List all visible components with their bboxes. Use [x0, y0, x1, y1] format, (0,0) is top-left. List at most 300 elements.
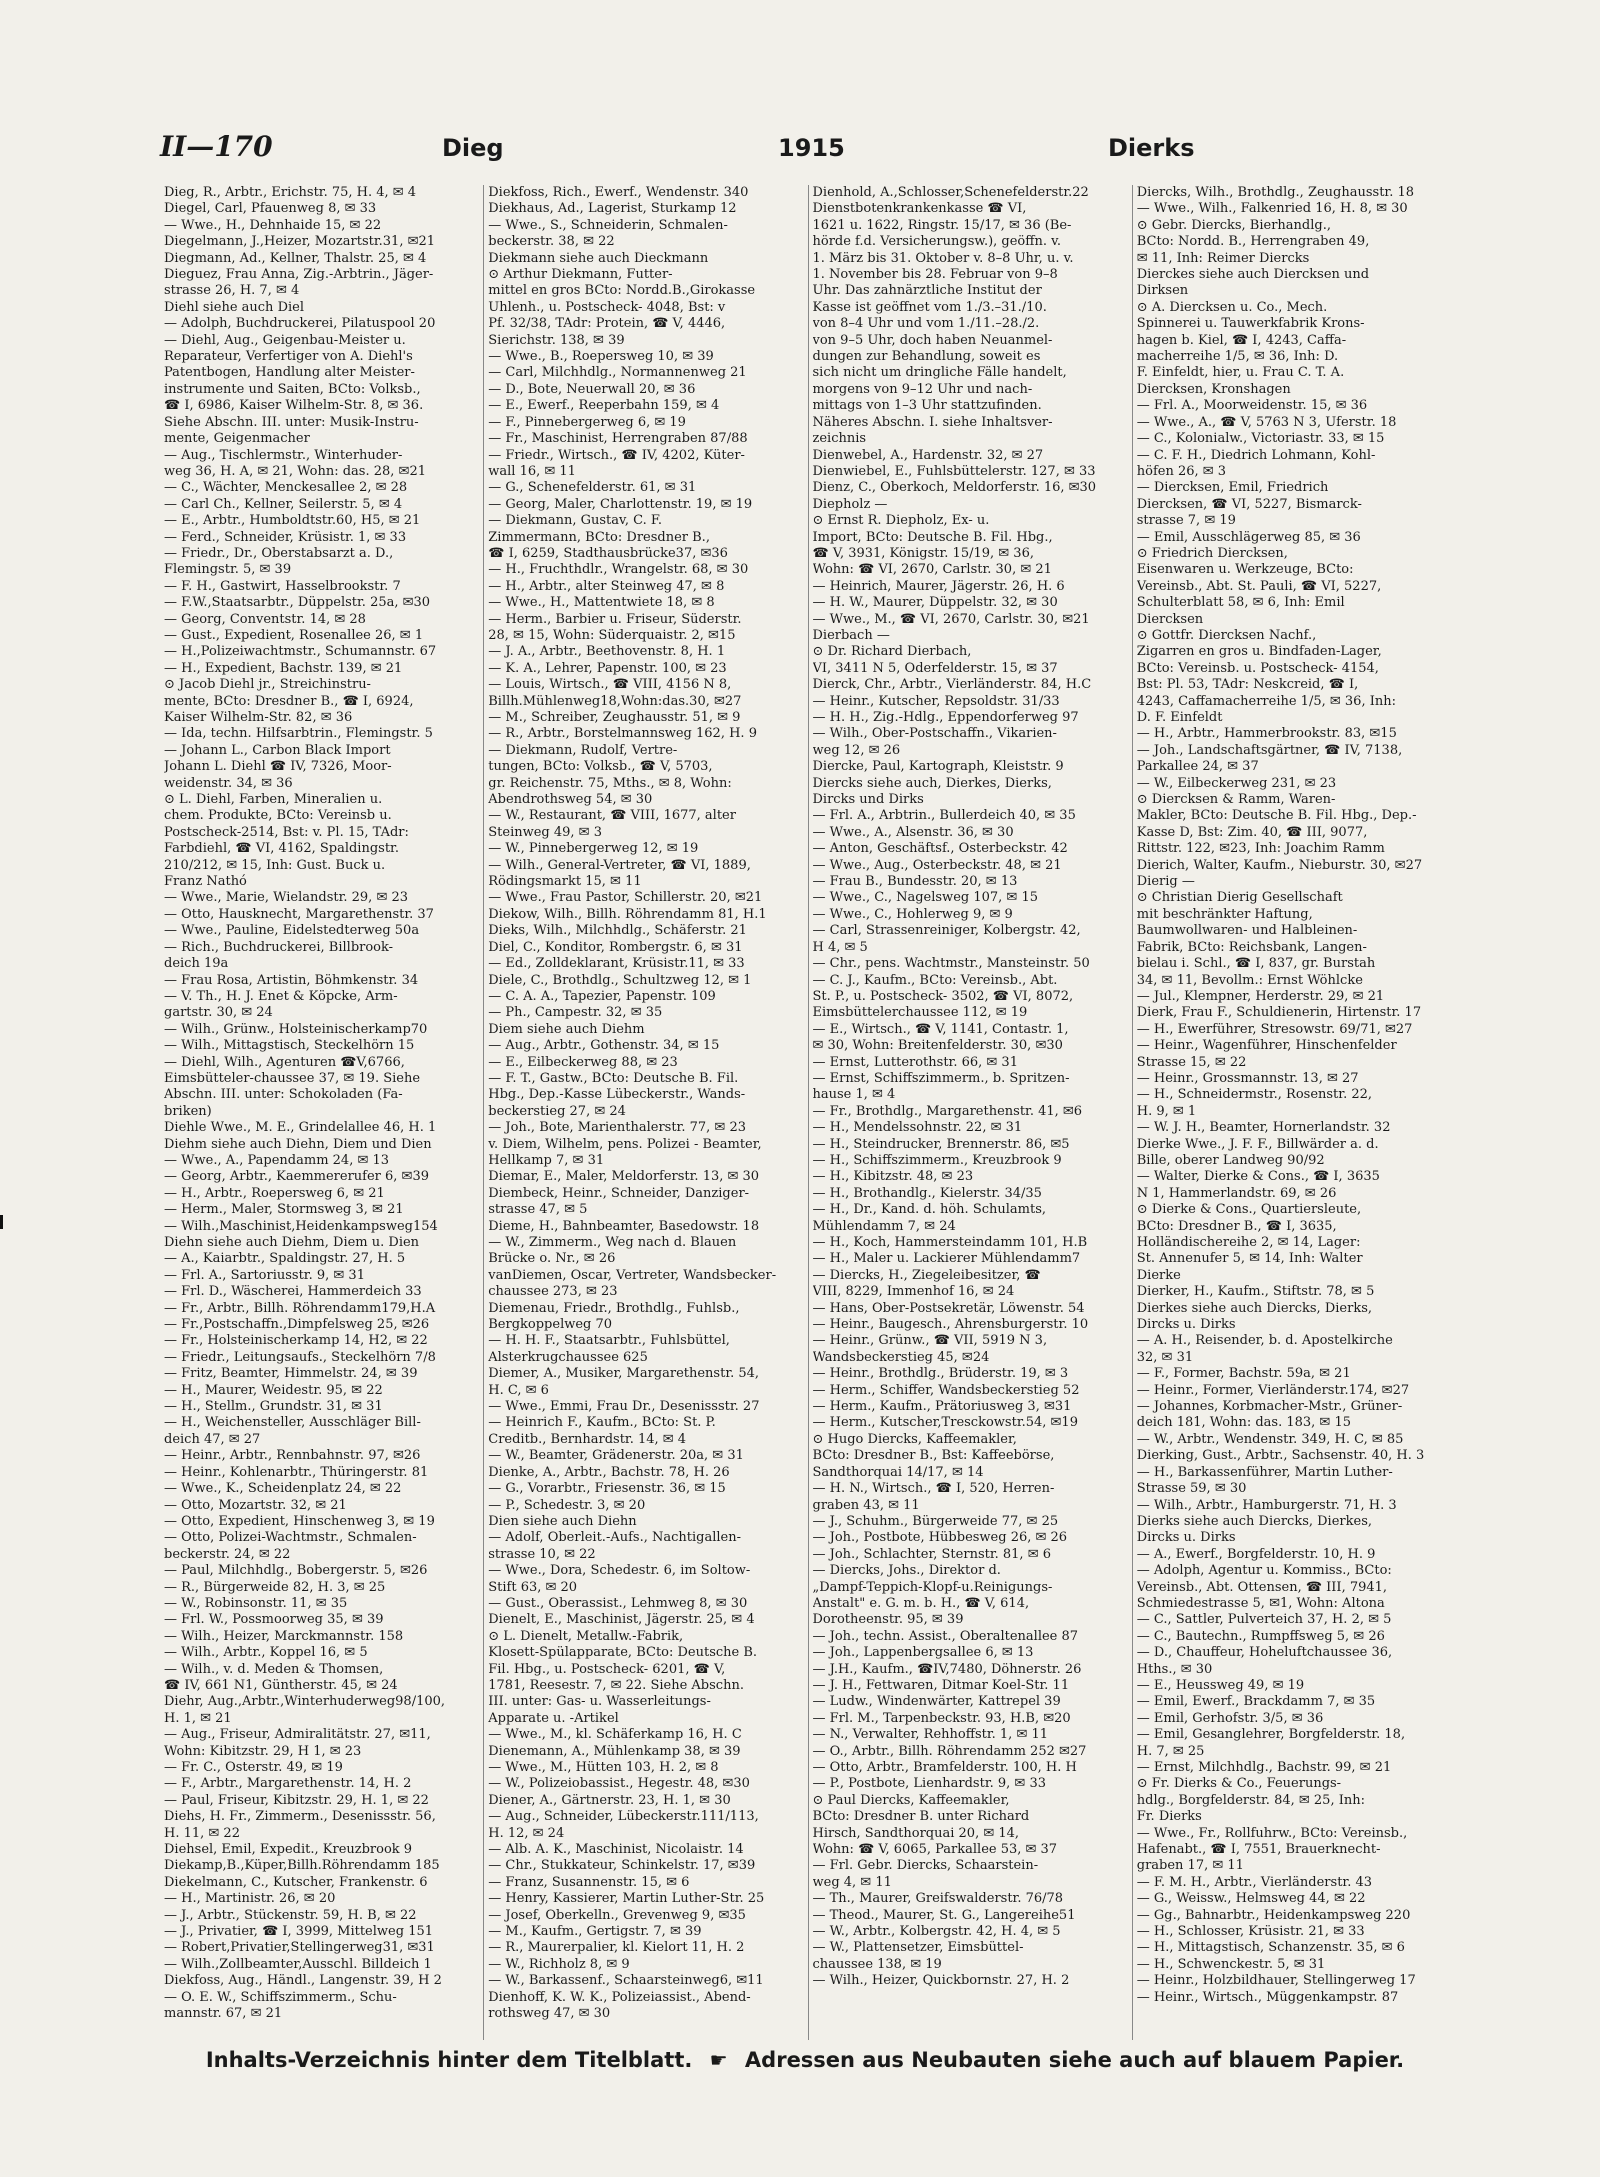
directory-entry: Dierkes siehe auch Diercks, Dierks, [1136, 1300, 1372, 1316]
directory-entry: Mühlendamm 7, ✉ 24 [812, 1218, 956, 1234]
directory-entry: — Hans, Ober-Postsekretär, Löwenstr. 54 [812, 1300, 1085, 1316]
directory-entry: — Frl. A., Sartoriusstr. 9, ✉ 31 [164, 1267, 365, 1283]
directory-entry: III. unter: Gas- u. Wasserleitungs- [488, 1694, 711, 1710]
directory-entry: — W., Arbtr., Wendenstr. 349, H. C, ✉ 85 [1136, 1431, 1404, 1447]
directory-entry: BCto: Dresdner B., Bst: Kaffeebörse, [812, 1448, 1055, 1464]
directory-entry: Dienhoff, K. W. K., Polizeiassist., Abend- [488, 1989, 751, 2005]
directory-entry: — J. A., Arbtr., Beethovenstr. 8, H. 1 [488, 644, 726, 660]
directory-entry: — Heinr., Holzbildhauer, Stellingerweg 17 [1136, 1973, 1416, 1989]
directory-entry: — H., Kibitzstr. 48, ✉ 23 [812, 1169, 974, 1185]
directory-entry: ⊙ Gebr. Diercks, Bierhandlg., [1136, 217, 1331, 233]
directory-entry: — Joh., Postbote, Hübbesweg 26, ✉ 26 [812, 1530, 1068, 1546]
directory-entry: 28, ✉ 15, Wohn: Süderquaistr. 2, ✉15 [488, 627, 736, 643]
directory-entry: v. Diem, Wilhelm, pens. Polizei - Beamter, [488, 1136, 762, 1152]
directory-entry: — Josef, Oberkelln., Grevenweg 9, ✉35 [488, 1907, 746, 1923]
directory-entry: Kaiser Wilhelm-Str. 82, ✉ 36 [164, 710, 353, 725]
directory-entry: — H., Mendelssohnstr. 22, ✉ 31 [812, 1120, 1023, 1136]
directory-entry: zeichnis [812, 431, 867, 447]
directory-entry: — P., Schedestr. 3, ✉ 20 [488, 1497, 646, 1513]
directory-entry: — Diekmann, Rudolf, Vertre- [488, 742, 678, 758]
directory-entry: — Paul, Friseur, Kibitzstr. 29, H. 1, ✉ 22 [164, 1792, 429, 1808]
directory-entry: mit beschränkter Haftung, [1136, 906, 1313, 922]
directory-entry: — H., Schlosser, Krüsistr. 21, ✉ 33 [1136, 1924, 1365, 1940]
directory-entry: Eimsbütteler-chaussee 37, ✉ 19. Siehe [164, 1070, 421, 1086]
directory-entry: H. 12, ✉ 24 [488, 1825, 565, 1841]
directory-entry: — Fr., Maschinist, Herrengraben 87/88 [488, 431, 748, 447]
directory-entry: — C., Kolonialw., Victoriastr. 33, ✉ 15 [1136, 431, 1385, 447]
directory-entry: Hths., ✉ 30 [1136, 1661, 1213, 1677]
directory-entry: Franz Nathó [164, 874, 247, 890]
directory-entry: — F., Former, Bachstr. 59a, ✉ 21 [1136, 1366, 1351, 1382]
directory-entry: — Diercks, H., Ziegeleibesitzer, ☎ [812, 1267, 1041, 1283]
directory-entry: — Joh., Schlachter, Sternstr. 81, ✉ 6 [812, 1546, 1051, 1562]
directory-entry: — Otto, Expedient, Hinschenweg 3, ✉ 19 [164, 1513, 435, 1529]
directory-entry: — Wwe., Pauline, Eidelstedterweg 50a [164, 923, 420, 939]
directory-entry: Uhr. Das zahnärztliche Institut der [812, 283, 1042, 299]
directory-entry: Zimmermann, BCto: Dresdner B., [488, 529, 710, 545]
directory-entry: — Heinrich F., Kaufm., BCto: St. P. [488, 1415, 716, 1431]
directory-entry: Wohn: ☎ VI, 2670, Carlstr. 30, ✉ 21 [812, 562, 1052, 578]
directory-entry: — Fr., Arbtr., Billh. Röhrendamm179,H.A [164, 1300, 436, 1316]
directory-entry: — W., Robinsonstr. 11, ✉ 35 [164, 1595, 348, 1611]
directory-entry: Diekow, Wilh., Billh. Röhrendamm 81, H.1 [488, 906, 767, 922]
directory-entry: — Wwe., C., Hohlerweg 9, ✉ 9 [812, 906, 1013, 922]
directory-entry: sich nicht um dringliche Fälle handelt, [812, 365, 1067, 381]
directory-entry: — M., Kaufm., Gertigstr. 7, ✉ 39 [488, 1924, 702, 1940]
directory-entry: — Wwe., C., Nagelsweg 107, ✉ 15 [812, 890, 1038, 906]
directory-entry: Diehsel, Emil, Expedit., Kreuzbrook 9 [164, 1842, 413, 1858]
directory-entry: — E., Arbtr., Humboldtstr.60, H5, ✉ 21 [164, 513, 421, 529]
directory-entry: Dircks u. Dirks [1136, 1530, 1236, 1546]
directory-entry: — H. H., Zig.-Hdlg., Eppendorferweg 97 [812, 710, 1079, 725]
directory-entry: Diehs, H. Fr., Zimmerm., Desenissstr. 56, [164, 1809, 436, 1825]
directory-entry: ☎ I, 6259, Stadthausbrücke37, ✉36 [488, 545, 728, 561]
margin-mark [0, 1215, 3, 1229]
directory-entry: ☎ V, 3931, Königstr. 15/19, ✉ 36, [812, 545, 1034, 561]
directory-entry: VI, 3411 N 5, Oderfelderstr. 15, ✉ 37 [812, 660, 1058, 676]
directory-entry: — Frl. W., Possmoorweg 35, ✉ 39 [164, 1612, 384, 1628]
directory-entry: Klosett-Spülapparate, BCto: Deutsche B. [488, 1645, 758, 1661]
directory-entry: Vereinsb., Abt. Ottensen, ☎ III, 7941, [1136, 1579, 1388, 1595]
year: 1915 [778, 134, 845, 162]
directory-entry: — F., Pinnebergerweg 6, ✉ 19 [488, 414, 686, 430]
directory-entry: — D., Chauffeur, Hoheluftchaussee 36, [1136, 1645, 1393, 1661]
directory-entry: — G., Schenefelderstr. 61, ✉ 31 [488, 480, 697, 496]
directory-entry: BCto: Vereinsb. u. Postscheck- 4154, [1136, 660, 1379, 676]
directory-entry: — Ernst, Milchhdlg., Bachstr. 99, ✉ 21 [1136, 1760, 1392, 1775]
directory-entry: — Wwe., Aug., Osterbeckstr. 48, ✉ 21 [812, 857, 1062, 873]
directory-entry: — Wwe., Marie, Wielandstr. 29, ✉ 23 [164, 890, 409, 906]
directory-entry: Diekelmann, C., Kutscher, Frankenstr. 6 [164, 1874, 428, 1890]
directory-entry: — Emil, Gesanglehrer, Borgfelderstr. 18, [1136, 1727, 1406, 1743]
page-footer [160, 2048, 1450, 2078]
directory-entry: Diehle Wwe., M. E., Grindelallee 46, H. 1 [164, 1120, 437, 1136]
directory-entry: — Diehl, Aug., Geigenbau-Meister u. [164, 332, 406, 348]
directory-entry: — C. J., Kaufm., BCto: Vereinsb., Abt. [812, 972, 1058, 988]
directory-entry: Dircks u. Dirks [1136, 1317, 1236, 1333]
directory-entry: — Wwe., B., Roepersweg 10, ✉ 39 [488, 349, 714, 365]
directory-entry: — Ed., Zolldeklarant, Krüsistr.11, ✉ 33 [488, 956, 745, 972]
directory-entry: — Ludw., Windenwärter, Kattrepel 39 [812, 1694, 1061, 1710]
directory-entry: beckerstr. 38, ✉ 22 [488, 234, 615, 250]
directory-entry: Stift 63, ✉ 20 [488, 1579, 578, 1595]
directory-entry: morgens von 9–12 Uhr und nach- [812, 381, 1033, 397]
directory-entry: ⊙ L. Dienelt, Metallw.-Fabrik, [488, 1628, 684, 1644]
directory-entry: — Heinr., Brothdlg., Brüderstr. 19, ✉ 3 [812, 1366, 1069, 1382]
directory-entry: — R., Arbtr., Borstelmannsweg 162, H. 9 [488, 726, 757, 742]
directory-entry: — Wilh., Heizer, Marckmannstr. 158 [164, 1628, 404, 1644]
directory-entry: — Fr., Brothdlg., Margarethenstr. 41, ✉6 [812, 1103, 1083, 1119]
directory-entry: „Dampf-Teppich-Klopf-u.Reinigungs- [812, 1579, 1053, 1595]
directory-entry: — H. N., Wirtsch., ☎ I, 520, Herren- [812, 1481, 1055, 1497]
directory-entry: weidenstr. 34, ✉ 36 [164, 775, 293, 791]
directory-entry: Diekfoss, Rich., Ewerf., Wendenstr. 340 [488, 185, 749, 200]
directory-entry: — H., Mittagstisch, Schanzenstr. 35, ✉ 6 [1136, 1940, 1405, 1956]
directory-entry: — W., Arbtr., Kolbergstr. 42, H. 4, ✉ 5 [812, 1924, 1061, 1940]
directory-entry: Anstalt" e. G. m. b. H., ☎ V, 614, [812, 1595, 1030, 1611]
directory-entry: chaussee 273, ✉ 23 [488, 1284, 618, 1300]
directory-entry: — F., Arbtr., Margarethenstr. 14, H. 2 [164, 1776, 412, 1792]
directory-entry: ⊙ Dr. Richard Dierbach, [812, 644, 972, 660]
directory-entry: BCto: Dresdner B., ☎ I, 3635, [1136, 1218, 1337, 1234]
directory-entry: Diehm siehe auch Diehn, Diem und Dien [164, 1136, 432, 1152]
directory-entry: Spinnerei u. Tauwerkfabrik Krons- [1136, 316, 1365, 332]
directory-entry: — Heinr., Baugesch., Ahrensburgerstr. 10 [812, 1317, 1089, 1333]
directory-entry: — H., Expedient, Bachstr. 139, ✉ 21 [164, 660, 403, 676]
directory-entry: weg 36, H. A, ✉ 21, Wohn: das. 28, ✉21 [164, 463, 426, 479]
directory-entry: — Johann L., Carbon Black Import [164, 742, 391, 758]
directory-entry: hörde f.d. Versicherungsw.), geöffn. v. [812, 234, 1062, 250]
directory-entry: — Anton, Geschäftsf., Osterbeckstr. 42 [812, 841, 1068, 857]
directory-entry: Creditb., Bernhardstr. 14, ✉ 4 [488, 1431, 687, 1447]
directory-entry: — W., Pinnebergerweg 12, ✉ 19 [488, 841, 699, 857]
directory-entry: Diercksen [1136, 611, 1204, 627]
directory-entry: Eimsbüttelerchaussee 112, ✉ 19 [812, 1005, 1028, 1021]
directory-entry: — Emil, Ausschlägerweg 85, ✉ 36 [1136, 529, 1361, 545]
directory-entry: — Wwe., Emmi, Frau Dr., Desenissstr. 27 [488, 1399, 760, 1415]
directory-entry: — H., Schneidermstr., Rosenstr. 22, [1136, 1087, 1373, 1103]
directory-entry: Hafenabt., ☎ I, 7551, Brauerknecht- [1136, 1842, 1381, 1858]
directory-entry: — H., Dr., Kand. d. höh. Schulamts, [812, 1202, 1047, 1218]
directory-entry: — Louis, Wirtsch., ☎ VIII, 4156 N 8, [488, 677, 732, 693]
directory-entry: briken) [164, 1103, 212, 1119]
directory-entry: 34, ✉ 11, Bevollm.: Ernst Wöhlcke [1136, 972, 1363, 988]
directory-entry: Strasse 15, ✉ 22 [1136, 1054, 1247, 1070]
directory-entry: ⊙ Diercksen & Ramm, Waren- [1136, 792, 1336, 808]
directory-entry: — Wwe., M., ☎ VI, 2670, Carlstr. 30, ✉21 [812, 611, 1090, 627]
directory-entry: — C. F. H., Diedrich Lohmann, Kohl- [1136, 447, 1376, 463]
directory-entry: — C., Bautechn., Rumpffsweg 5, ✉ 26 [1136, 1628, 1385, 1644]
directory-entry: Diepholz — [812, 496, 888, 512]
directory-entry: — A., Kaiarbtr., Spaldingstr. 27, H. 5 [164, 1251, 406, 1267]
directory-entry: Flemingstr. 5, ✉ 39 [164, 562, 292, 578]
directory-entry: — W., Eilbeckerweg 231, ✉ 23 [1136, 775, 1337, 791]
directory-entry: H. 11, ✉ 22 [164, 1825, 240, 1841]
directory-entry: Pf. 32/38, TAdr: Protein, ☎ V, 4446, [488, 316, 726, 332]
directory-entry: — Fr.,Postschaffn.,Dimpfelsweg 25, ✉26 [164, 1317, 430, 1333]
directory-entry: Diegel, Carl, Pfauenweg 8, ✉ 33 [164, 201, 377, 217]
directory-entry: hause 1, ✉ 4 [812, 1087, 896, 1103]
directory-entry: Fabrik, BCto: Reichsbank, Langen- [1136, 939, 1367, 955]
directory-entry: — Heinr., Kohlenarbtr., Thüringerstr. 81 [164, 1464, 429, 1480]
directory-columns [160, 185, 1450, 2040]
directory-entry: Uhlenh., u. Postscheck- 4048, Bst: v [488, 299, 726, 315]
directory-entry: VIII, 8229, Immenhof 16, ✉ 24 [812, 1284, 1015, 1300]
directory-entry: Patentbogen, Handlung alter Meister- [164, 365, 415, 381]
directory-entry: — Emil, Ewerf., Brackdamm 7, ✉ 35 [1136, 1694, 1376, 1710]
directory-entry: Siehe Abschn. III. unter: Musik-Instru- [164, 414, 419, 430]
directory-entry: mittel en gros BCto: Nordd.B.,Girokasse [488, 283, 756, 299]
directory-entry: — Diercks, Johs., Direktor d. [812, 1563, 1001, 1579]
directory-entry: Dierich, Walter, Kaufm., Nieburstr. 30, ✉27 [1136, 857, 1423, 873]
directory-entry: — G., Weissw., Helmsweg 44, ✉ 22 [1136, 1891, 1366, 1907]
directory-entry: — H., Barkassenführer, Martin Luther- [1136, 1464, 1393, 1480]
directory-entry: — H., Weichensteller, Ausschläger Bill- [164, 1415, 421, 1431]
directory-entry: — Fritz, Beamter, Himmelstr. 24, ✉ 39 [164, 1366, 418, 1382]
directory-entry: — H., Brothandlg., Kielerstr. 34/35 [812, 1185, 1042, 1201]
directory-entry: — O. E. W., Schiffszimmerm., Schu- [164, 1989, 397, 2005]
directory-entry: ⊙ Ernst R. Diepholz, Ex- u. [812, 513, 990, 529]
directory-entry: — J., Privatier, ☎ I, 3999, Mittelweg 151 [164, 1924, 434, 1940]
directory-entry: — Joh., Landschaftsgärtner, ☎ IV, 7138, [1136, 742, 1403, 758]
directory-entry: hagen b. Kiel, ☎ I, 4243, Caffa- [1136, 332, 1347, 348]
directory-entry: — Aug., Arbtr., Gothenstr. 34, ✉ 15 [488, 1038, 720, 1054]
directory-entry: ⊙ A. Diercksen u. Co., Mech. [1136, 299, 1328, 315]
directory-entry: — F. T., Gastw., BCto: Deutsche B. Fil. [488, 1070, 739, 1086]
directory-entry: — Wwe., A., Alsenstr. 36, ✉ 30 [812, 824, 1014, 840]
directory-entry: — Wilh., Grünw., Holsteinischerkamp70 [164, 1021, 428, 1037]
directory-entry: Wandsbeckerstieg 45, ✉24 [812, 1349, 990, 1365]
directory-entry: hdlg., Borgfelderstr. 84, ✉ 25, Inh: [1136, 1792, 1365, 1808]
directory-entry: — E., Eilbeckerweg 88, ✉ 23 [488, 1054, 678, 1070]
directory-entry: — F. M. H., Arbtr., Vierländerstr. 43 [1136, 1874, 1373, 1890]
directory-entry: ⊙ Gottfr. Diercksen Nachf., [1136, 627, 1317, 643]
directory-entry: — Heinr., Former, Vierländerstr.174, ✉27 [1136, 1382, 1410, 1398]
directory-entry: Johann L. Diehl ☎ IV, 7326, Moor- [164, 759, 392, 775]
directory-entry: — Ph., Campestr. 32, ✉ 35 [488, 1005, 663, 1021]
directory-entry: 1. März bis 31. Oktober v. 8–8 Uhr, u. v. [812, 250, 1074, 266]
directory-entry: tungen, BCto: Volksb., ☎ V, 5703, [488, 759, 713, 775]
directory-entry: — A., Ewerf., Borgfelderstr. 10, H. 9 [1136, 1546, 1376, 1562]
directory-entry: ⊙ Hugo Diercks, Kaffeemakler, [812, 1431, 1017, 1447]
directory-entry: — W., Restaurant, ☎ VIII, 1677, alter [488, 808, 736, 824]
directory-entry: — C., Sattler, Pulverteich 37, H. 2, ✉ 5 [1136, 1612, 1392, 1628]
directory-entry: ⊙ L. Diehl, Farben, Mineralien u. [164, 792, 383, 808]
directory-entry: — Wwe., H., Mattentwiete 18, ✉ 8 [488, 595, 715, 611]
directory-entry: — Wilh., Mittagstisch, Steckelhörn 15 [164, 1038, 415, 1054]
directory-entry: Holländischereihe 2, ✉ 14, Lager: [1136, 1235, 1361, 1250]
directory-entry: — Wwe., A., Papendamm 24, ✉ 13 [164, 1152, 390, 1168]
directory-entry: Bst: Pl. 53, TAdr: Neskcreid, ☎ I, [1136, 677, 1359, 693]
directory-entry: Wohn: ☎ V, 6065, Parkallee 53, ✉ 37 [812, 1842, 1058, 1858]
directory-entry: — H., Fruchthdlr., Wrangelstr. 68, ✉ 30 [488, 562, 749, 578]
directory-entry: Diembeck, Heinr., Schneider, Danziger- [488, 1185, 750, 1201]
directory-entry: Diemar, E., Maler, Meldorferstr. 13, ✉ 30 [488, 1169, 760, 1185]
directory-entry: — Aug., Schneider, Lübeckerstr.111/113, [488, 1809, 759, 1825]
directory-entry: Dieg, R., Arbtr., Erichstr. 75, H. 4, ✉ 4 [164, 185, 417, 200]
directory-entry: Diehn siehe auch Diehm, Diem u. Dien [164, 1235, 420, 1250]
directory-entry: — Gust., Oberassist., Lehmweg 8, ✉ 30 [488, 1595, 748, 1611]
directory-entry: Dorotheenstr. 95, ✉ 39 [812, 1612, 964, 1628]
directory-entry: — R., Maurerpalier, kl. Kielort 11, H. 2 [488, 1940, 745, 1956]
directory-entry: Dierig — [1136, 874, 1195, 890]
directory-entry: Abendrothsweg 54, ✉ 30 [488, 792, 653, 808]
directory-entry: Diercksen, ☎ VI, 5227, Bismarck- [1136, 496, 1362, 512]
directory-entry: — Georg, Maler, Charlottenstr. 19, ✉ 19 [488, 496, 753, 512]
directory-entry: Brücke o. Nr., ✉ 26 [488, 1251, 616, 1267]
directory-entry: — Wwe., H., Dehnhaide 15, ✉ 22 [164, 217, 382, 233]
directory-entry: — H., Schiffszimmerm., Kreuzbrook 9 [812, 1152, 1062, 1168]
directory-entry: rothsweg 47, ✉ 30 [488, 2006, 611, 2022]
directory-entry: — Aug., Tischlermstr., Winterhuder- [164, 447, 403, 463]
directory-entry: — E., Heussweg 49, ✉ 19 [1136, 1677, 1305, 1693]
directory-entry: Diele, C., Brothdlg., Schultzweg 12, ✉ 1 [488, 972, 752, 988]
directory-entry: — R., Bürgerweide 82, H. 3, ✉ 25 [164, 1579, 386, 1595]
directory-entry: — Alb. A. K., Maschinist, Nicolaistr. 14 [488, 1842, 744, 1858]
directory-entry: — Wwe., M., kl. Schäferkamp 16, H. C [488, 1727, 742, 1743]
directory-entry: — E., Ewerf., Reeperbahn 159, ✉ 4 [488, 398, 720, 414]
directory-entry: chaussee 138, ✉ 19 [812, 1956, 942, 1972]
directory-entry: — H., Arbtr., alter Steinweg 47, ✉ 8 [488, 578, 725, 594]
directory-entry: Makler, BCto: Deutsche B. Fil. Hbg., Dep.- [1136, 808, 1417, 824]
directory-entry: Näheres Abschn. I. siehe Inhaltsver- [812, 414, 1053, 430]
directory-entry: — P., Postbote, Lienhardstr. 9, ✉ 33 [812, 1776, 1046, 1792]
directory-entry: Farbdiehl, ☎ VI, 4162, Spaldingstr. [164, 841, 399, 857]
directory-entry: 4243, Caffamacherreihe 1/5, ✉ 36, Inh: [1136, 693, 1396, 709]
directory-entry: — Fr. C., Osterstr. 49, ✉ 19 [164, 1760, 343, 1775]
footer-right-text: Adressen aus Neubauten siehe auch auf blauem Papier. [744, 2048, 1405, 2072]
directory-entry: — Joh., Bote, Marienthalerstr. 77, ✉ 23 [488, 1120, 746, 1136]
directory-entry: Diehl siehe auch Diel [164, 299, 304, 315]
directory-entry: Dienwebel, A., Hardenstr. 32, ✉ 27 [812, 447, 1044, 463]
directory-entry: — Heinr., Grünw., ☎ VII, 5919 N 3, [812, 1333, 1048, 1349]
directory-entry: 32, ✉ 31 [1136, 1349, 1194, 1365]
directory-entry: Zigarren en gros u. Bindfaden-Lager, [1136, 644, 1382, 660]
directory-entry: — Ida, techn. Hilfsarbtrin., Flemingstr. 5 [164, 726, 433, 742]
directory-entry: Rittstr. 122, ✉23, Inh: Joachim Ramm [1136, 841, 1385, 857]
directory-entry: Abschn. III. unter: Schokoladen (Fa- [164, 1087, 403, 1103]
directory-entry: Diegelmann, J.,Heizer, Mozartstr.31, ✉21 [164, 234, 436, 250]
directory-entry: Dierckes siehe auch Diercksen und [1136, 267, 1370, 283]
directory-entry: graben 43, ✉ 11 [812, 1497, 920, 1513]
directory-entry: — C. A. A., Tapezier, Papenstr. 109 [488, 988, 716, 1004]
directory-entry: ✉ 30, Wohn: Breitenfelderstr. 30, ✉30 [812, 1038, 1063, 1054]
directory-entry: BCto: Nordd. B., Herrengraben 49, [1136, 234, 1370, 250]
directory-entry: — K. A., Lehrer, Papenstr. 100, ✉ 23 [488, 660, 727, 676]
directory-entry: 1621 u. 1622, Ringstr. 15/17, ✉ 36 (Be- [812, 217, 1072, 233]
directory-entry: Wohn: Kibitzstr. 29, H 1, ✉ 23 [164, 1743, 362, 1759]
directory-entry: Bergkoppelweg 70 [488, 1317, 613, 1333]
directory-entry: macherreihe 1/5, ✉ 36, Inh: D. [1136, 349, 1339, 365]
directory-entry: — Jul., Klempner, Herderstr. 29, ✉ 21 [1136, 988, 1385, 1004]
directory-entry: ⊙ Dierke & Cons., Quartiersleute, [1136, 1202, 1362, 1218]
directory-entry: strasse 26, H. 7, ✉ 4 [164, 283, 300, 299]
directory-entry: ⊙ Fr. Dierks & Co., Feuerungs- [1136, 1776, 1342, 1792]
directory-entry: — Heinr., Wirtsch., Müggenkampstr. 87 [1136, 1989, 1399, 2005]
directory-entry: Dien siehe auch Diehn [488, 1513, 637, 1529]
directory-entry: — Heinrich, Maurer, Jägerstr. 26, H. 6 [812, 578, 1065, 594]
directory-entry: Dienstbotenkrankenkasse ☎ VI, [812, 201, 1027, 217]
directory-entry: vanDiemen, Oscar, Vertreter, Wandsbecker- [488, 1267, 777, 1283]
directory-entry: Strasse 59, ✉ 30 [1136, 1481, 1247, 1497]
footer-left-text: Inhalts-Verzeichnis hinter dem Titelblatt. [205, 2048, 693, 2072]
directory-entry: mente, Geigenmacher [164, 431, 310, 447]
directory-entry: — Rich., Buchdruckerei, Billbrook- [164, 939, 394, 955]
directory-entry: weg 12, ✉ 26 [812, 742, 901, 758]
directory-entry: Diem siehe auch Diehm [488, 1021, 645, 1037]
directory-entry: Hbg., Dep.-Kasse Lübeckerstr., Wands- [488, 1087, 746, 1103]
directory-entry: — Frl. D., Wäscherei, Hammerdeich 33 [164, 1284, 422, 1300]
directory-entry: — Th., Maurer, Greifswalderstr. 76/78 [812, 1891, 1064, 1907]
directory-entry: — F.W.,Staatsarbtr., Düppelstr. 25a, ✉30 [164, 595, 431, 611]
directory-entry: ☎ IV, 661 N1, Güntherstr. 45, ✉ 24 [164, 1677, 398, 1693]
directory-entry: — H., Schwenckestr. 5, ✉ 31 [1136, 1956, 1326, 1972]
directory-entry: Dieme, H., Bahnbeamter, Basedowstr. 18 [488, 1218, 760, 1234]
directory-entry: — Fr., Holsteinischerkamp 14, H2, ✉ 22 [164, 1333, 428, 1349]
directory-entry: Schulterblatt 58, ✉ 6, Inh: Emil [1136, 595, 1345, 611]
column-2 [483, 185, 801, 2040]
directory-entry: Dierke Wwe., J. F. F., Billwärder a. d. [1136, 1136, 1379, 1152]
directory-entry: — Wilh., Heizer, Quickbornstr. 27, H. 2 [812, 1973, 1070, 1989]
directory-entry: — H., Steindrucker, Brennerstr. 86, ✉5 [812, 1136, 1070, 1152]
directory-entry: Reparateur, Verfertiger von A. Diehl's [164, 349, 413, 365]
directory-entry: ✉ 11, Inh: Reimer Diercks [1136, 250, 1310, 266]
directory-entry: Kasse D, Bst: Zim. 40, ☎ III, 9077, [1136, 824, 1368, 840]
directory-entry: St. Annenufer 5, ✉ 14, Inh: Walter [1136, 1251, 1363, 1267]
directory-entry: — Herm., Kutscher,Tresckowstr.54, ✉19 [812, 1415, 1078, 1431]
directory-entry: Alsterkrugchaussee 625 [488, 1349, 648, 1365]
directory-entry: Sandthorquai 14/17, ✉ 14 [812, 1464, 984, 1480]
keyword-right: Dierks [1108, 134, 1195, 162]
directory-entry: Schmiedestrasse 5, ✉1, Wohn: Altona [1136, 1595, 1385, 1611]
directory-entry: ⊙ Friedrich Diercksen, [1136, 545, 1288, 561]
directory-entry: — Wilh., Arbtr., Hamburgerstr. 71, H. 3 [1136, 1497, 1397, 1513]
directory-entry: BCto: Dresdner B. unter Richard [812, 1809, 1030, 1825]
directory-entry: — Robert,Privatier,Stellingerweg31, ✉31 [164, 1940, 435, 1956]
directory-entry: Diemer, A., Musiker, Margarethenstr. 54, [488, 1366, 760, 1382]
directory-entry: Hirsch, Sandthorquai 20, ✉ 14, [812, 1825, 1020, 1841]
directory-entry: weg 4, ✉ 11 [812, 1874, 892, 1890]
directory-entry: Diekamp,B.,Küper,Billh.Röhrendamm 185 [164, 1858, 440, 1874]
directory-entry: mente, BCto: Dresdner B., ☎ I, 6924, [164, 693, 414, 709]
directory-entry: — Heinr., Arbtr., Rennbahnstr. 97, ✉26 [164, 1448, 421, 1464]
directory-entry: — Friedr., Dr., Oberstabsarzt a. D., [164, 545, 394, 561]
directory-entry: — H., Maler u. Lackierer Mühlendamm7 [812, 1251, 1081, 1267]
directory-entry: — Herm., Barbier u. Friseur, Süderstr. [488, 611, 742, 627]
directory-entry: — Frau Rosa, Artistin, Böhmkenstr. 34 [164, 972, 419, 988]
directory-entry: — Frl. A., Moorweidenstr. 15, ✉ 36 [1136, 398, 1368, 414]
directory-entry: — Wilh., Ober-Postschaffn., Vikarien- [812, 726, 1057, 742]
directory-entry: — Diekmann, Gustav, C. F. [488, 513, 662, 529]
directory-entry: — Frl. M., Tarpenbeckstr. 93, H.B, ✉20 [812, 1710, 1071, 1726]
directory-entry: — H., Stellm., Grundstr. 31, ✉ 31 [164, 1399, 383, 1415]
directory-entry: — Wwe., Wilh., Falkenried 16, H. 8, ✉ 30 [1136, 201, 1408, 217]
directory-entry: — Carl, Milchhdlg., Normannenweg 21 [488, 365, 747, 381]
directory-entry: 1781, Reesestr. 7, ✉ 22. Siehe Abschn. [488, 1677, 744, 1693]
directory-entry: — Wilh., Arbtr., Koppel 16, ✉ 5 [164, 1645, 368, 1661]
directory-entry: mittags von 1–3 Uhr stattzufinden. [812, 398, 1042, 414]
directory-entry: H. 9, ✉ 1 [1136, 1103, 1197, 1119]
page-number: II—170 [160, 130, 273, 163]
directory-entry: Dienz, C., Oberkoch, Meldorferstr. 16, ✉30 [812, 480, 1097, 496]
directory-entry: Dierke [1136, 1267, 1181, 1283]
directory-entry: — Emil, Gerhofstr. 3/5, ✉ 36 [1136, 1710, 1324, 1726]
directory-entry: — Diehl, Wilh., Agenturen ☎V,6766, [164, 1054, 405, 1070]
directory-entry: — W., Richholz 8, ✉ 9 [488, 1956, 630, 1972]
directory-entry: — Aug., Friseur, Admiralitätstr. 27, ✉11, [164, 1727, 431, 1743]
directory-entry: Sierichstr. 138, ✉ 39 [488, 332, 625, 348]
directory-entry: Diehr, Aug.,Arbtr.,Winterhuderweg98/100, [164, 1694, 446, 1710]
